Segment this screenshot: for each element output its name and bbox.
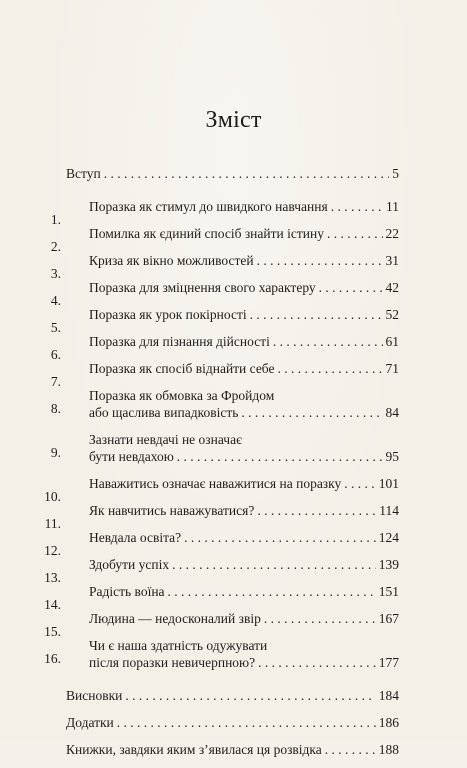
toc-entry-body xyxy=(89,583,399,600)
toc-leader-dots xyxy=(344,475,375,492)
toc-entry-line xyxy=(89,475,399,492)
toc-leader-dots xyxy=(168,583,376,600)
toc-leader-dots xyxy=(264,610,376,627)
toc-entry-line xyxy=(89,529,399,546)
toc-leader-dots xyxy=(257,502,376,519)
toc-entry xyxy=(50,387,399,421)
toc-entry xyxy=(50,225,399,254)
toc-entry-body xyxy=(89,556,399,573)
toc-entry-title: Криза як вікно можливостей xyxy=(89,253,254,268)
toc-entry-line xyxy=(89,610,399,627)
toc-entry xyxy=(50,279,399,308)
toc-entry-page: 184 xyxy=(378,688,399,703)
toc-entry-number: 7. xyxy=(50,374,61,389)
toc-entry-number: 6. xyxy=(50,347,61,362)
toc-entry-page: 22 xyxy=(385,226,399,241)
toc-leader-dots xyxy=(117,714,376,731)
toc-entry-title: Поразка для пізнання дійсності xyxy=(89,334,270,349)
toc-entry-line xyxy=(89,556,399,573)
toc-entry-number: 8. xyxy=(50,401,61,416)
toc-entry-page: 167 xyxy=(378,611,399,626)
toc-entry-page: 5 xyxy=(392,166,399,181)
toc-entry-page: 11 xyxy=(386,199,399,214)
toc-entry xyxy=(44,502,399,531)
toc-entry-page: 42 xyxy=(385,280,399,295)
toc-entry-number: 1. xyxy=(50,212,61,227)
toc-leader-dots xyxy=(172,556,376,573)
toc-entry-line xyxy=(89,333,399,350)
toc-entry-title: або щаслива випадковість xyxy=(89,405,239,420)
toc-entry-body xyxy=(66,687,399,704)
toc-entry-line xyxy=(89,306,399,323)
toc-entry xyxy=(50,252,399,281)
toc-entry xyxy=(50,333,399,362)
table-of-contents xyxy=(44,165,399,768)
toc-leader-dots xyxy=(257,252,383,269)
toc-entry-page: 84 xyxy=(385,405,399,420)
toc-entry-line xyxy=(89,387,399,404)
toc-entry-body xyxy=(89,610,399,627)
toc-leader-dots xyxy=(325,741,376,758)
toc-entry-body xyxy=(89,502,399,519)
toc-entry-title: Невдала освіта? xyxy=(89,530,182,545)
toc-entry xyxy=(66,714,399,731)
toc-entry-number: 4. xyxy=(50,293,61,308)
toc-entry-title: Додатки xyxy=(66,715,114,730)
toc-entry xyxy=(44,475,399,504)
toc-leader-dots xyxy=(184,529,376,546)
toc-entry-body xyxy=(89,529,399,546)
toc-entry xyxy=(50,360,399,389)
toc-entry-body xyxy=(66,741,399,758)
toc-entry-line xyxy=(89,360,399,377)
toc-entry xyxy=(50,306,399,335)
toc-entry-title: Поразка для зміцнення свого характеру xyxy=(89,280,316,295)
toc-entry-number: 5. xyxy=(50,320,61,335)
toc-entry-line xyxy=(89,431,399,448)
toc-leader-dots xyxy=(104,165,390,182)
toc-entry-body xyxy=(89,306,399,323)
toc-entry-page: 71 xyxy=(385,361,399,376)
toc-entry xyxy=(66,687,399,704)
page-title: Зміст xyxy=(205,107,262,133)
toc-entry-page: 61 xyxy=(385,334,399,349)
toc-entry-page: 101 xyxy=(378,476,399,491)
toc-entry-body xyxy=(66,714,399,731)
toc-entry-title: Вступ xyxy=(66,166,101,181)
toc-entry-page: 114 xyxy=(379,503,399,518)
toc-entry-body xyxy=(89,252,399,269)
toc-entry-body xyxy=(89,360,399,377)
toc-entry-title: Радість воїна xyxy=(89,584,165,599)
toc-entry-line xyxy=(89,583,399,600)
toc-entry-title: Здобути успіх xyxy=(89,557,170,572)
toc-leader-dots xyxy=(278,360,383,377)
toc-entry-number: 12. xyxy=(44,543,61,558)
toc-entry-line xyxy=(66,687,399,704)
toc-leader-dots xyxy=(241,404,382,421)
toc-leader-dots xyxy=(177,448,383,465)
toc-entry-body xyxy=(89,637,399,671)
toc-entry-page: 186 xyxy=(378,715,399,730)
toc-entry-body xyxy=(89,225,399,242)
toc-entry-title: Поразка як обмовка за Фройдом xyxy=(89,388,275,403)
toc-entry-number: 3. xyxy=(50,266,61,281)
toc-entry-number: 2. xyxy=(50,239,61,254)
toc-entry-title: Як навчитись наважуватися? xyxy=(89,503,255,518)
toc-entry-line xyxy=(66,714,399,731)
toc-leader-dots xyxy=(331,198,383,215)
toc-entry-line xyxy=(89,198,399,215)
toc-entry-title: після поразки невичерпною? xyxy=(89,655,256,670)
toc-entry-body xyxy=(66,165,399,182)
toc-entry-page: 124 xyxy=(378,530,399,545)
toc-entry-title: Поразка як стимул до швидкого навчання xyxy=(89,199,328,214)
toc-entry-title: Висновки xyxy=(66,688,123,703)
toc-entry-title: Наважитись означає наважитися на поразку xyxy=(89,476,342,491)
toc-entry-page: 95 xyxy=(385,449,399,464)
toc-entry xyxy=(44,556,399,585)
toc-entry xyxy=(66,741,399,758)
toc-entry-title: Зазнати невдачі не означає xyxy=(89,432,242,447)
toc-entry-body xyxy=(89,475,399,492)
toc-entry-number: 13. xyxy=(44,570,61,585)
toc-entry-title: Поразка як урок покірності xyxy=(89,307,247,322)
toc-entry-title: Книжки, завдяки яким з’явилася ця розвідка xyxy=(66,742,322,757)
toc-entry-number: 15. xyxy=(44,624,61,639)
toc-entry-body xyxy=(89,387,399,421)
toc-entry-number: 14. xyxy=(44,597,61,612)
toc-entry-line xyxy=(89,654,399,671)
toc-entry-page: 188 xyxy=(378,742,399,757)
toc-entry xyxy=(44,610,399,639)
toc-entry xyxy=(50,431,399,465)
toc-entry-body xyxy=(89,198,399,215)
toc-entry-title: бути невдахою xyxy=(89,449,174,464)
toc-entry-body xyxy=(89,333,399,350)
toc-entry-number: 11. xyxy=(44,516,61,531)
toc-entry-line xyxy=(66,165,399,182)
toc-entry-number: 9. xyxy=(50,445,61,460)
toc-entry-page: 151 xyxy=(378,584,399,599)
toc-leader-dots xyxy=(327,225,383,242)
toc-entry xyxy=(50,198,399,227)
toc-entry-title: Чи є наша здатність одужувати xyxy=(89,638,268,653)
toc-leader-dots xyxy=(319,279,383,296)
toc-leader-dots xyxy=(125,687,375,704)
toc-leader-dots xyxy=(258,654,376,671)
toc-entry-number: 16. xyxy=(44,651,61,666)
toc-entry-body xyxy=(89,431,399,465)
toc-entry-line xyxy=(89,404,399,421)
toc-entry-page: 52 xyxy=(385,307,399,322)
toc-entry-line xyxy=(89,448,399,465)
toc-leader-dots xyxy=(273,333,383,350)
toc-entry xyxy=(66,165,399,182)
toc-entry-page: 31 xyxy=(385,253,399,268)
toc-entry-title: Помилка як єдиний спосіб знайти істину xyxy=(89,226,324,241)
toc-entry-line xyxy=(89,279,399,296)
toc-entry xyxy=(44,529,399,558)
toc-entry xyxy=(44,583,399,612)
toc-entry xyxy=(44,637,399,671)
toc-entry-line xyxy=(89,637,399,654)
toc-entry-number: 10. xyxy=(44,489,61,504)
toc-entry-title: Поразка як спосіб віднайти себе xyxy=(89,361,275,376)
toc-leader-dots xyxy=(250,306,383,323)
toc-entry-title: Людина — недосконалий звір xyxy=(89,611,261,626)
toc-entry-page: 139 xyxy=(378,557,399,572)
toc-entry-page: 177 xyxy=(378,655,399,670)
toc-entry-line xyxy=(89,252,399,269)
toc-entry-body xyxy=(89,279,399,296)
toc-entry-line xyxy=(89,225,399,242)
toc-entry-line xyxy=(66,741,399,758)
toc-entry-line xyxy=(89,502,399,519)
